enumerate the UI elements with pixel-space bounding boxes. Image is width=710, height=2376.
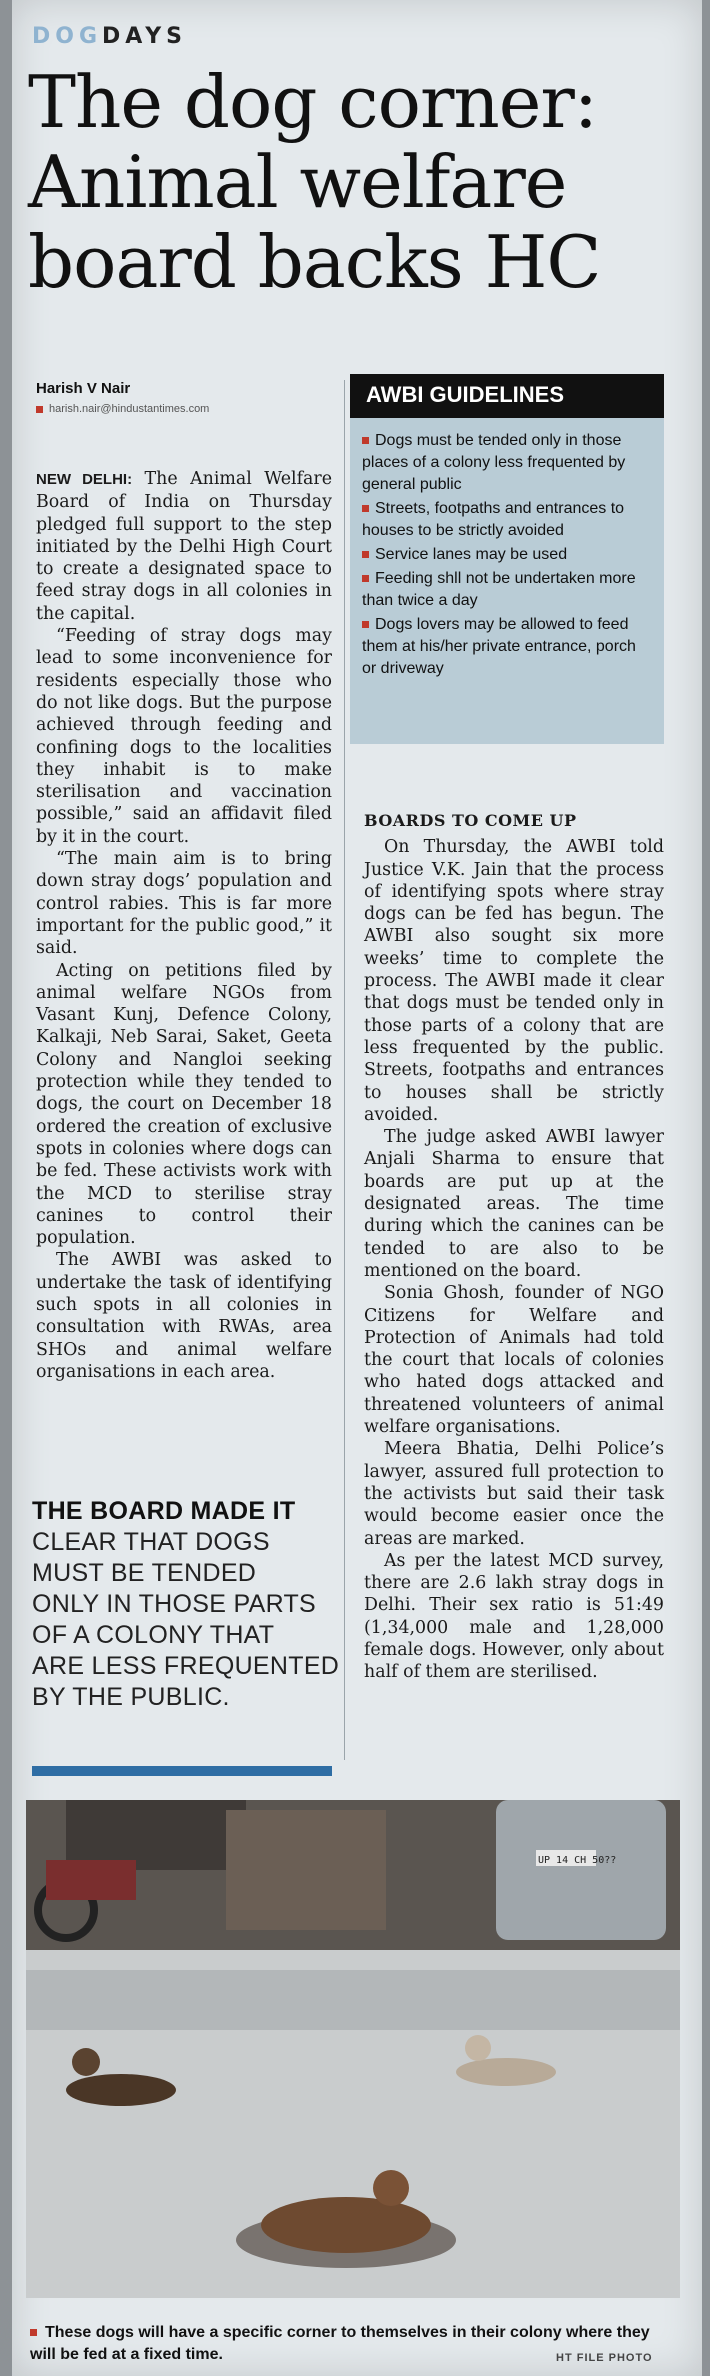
guidelines-list xyxy=(350,418,664,680)
article-paragraph: Meera Bhatia, Delhi Police’s lawyer, assured full protection to the activists but said their task would become easier once the areas are marked. xyxy=(364,1439,664,1549)
caption-text: These dogs will have a specific corner to themselves in their colony where they will be fed at a fixed time. xyxy=(30,2324,650,2363)
street-dogs-photo xyxy=(26,1800,680,2298)
guidelines-title: AWBI GUIDELINES xyxy=(350,374,664,418)
guideline-text: Feeding shll not be undertaken more than twice a day xyxy=(362,570,636,609)
guideline-text: Service lanes may be used xyxy=(375,546,568,563)
kicker-part-days: DAYS xyxy=(102,24,187,49)
bullet-icon xyxy=(30,2329,37,2336)
road-shadow xyxy=(26,1970,680,2030)
news-photo xyxy=(26,1800,680,2298)
subhead: BOARDS TO COME UP xyxy=(364,811,577,830)
pull-quote-line: MUST BE TENDED xyxy=(32,1559,257,1587)
guideline-item xyxy=(362,568,652,612)
guideline-item xyxy=(362,498,652,542)
pull-quote-line: OF A COLONY THAT xyxy=(32,1621,275,1649)
bullet-icon xyxy=(362,551,369,558)
article-paragraph: Acting on petitions filed by animal welfare NGOs from Vasant Kunj, Defence Colony, Kalkaji, Neb Sarai, Saket, Geeta Colony and Nangloi seeking protection while they tended to dogs, the court on December 18 ordered the creation of exclusive spots in colonies where dogs can be fed. These activists work with the MCD to sterilise stray canines to control their population. xyxy=(36,960,332,1249)
bullet-icon xyxy=(362,575,369,582)
headline: The dog corner: Animal welfare board backs HC xyxy=(28,60,601,304)
pull-quote xyxy=(32,1496,340,1713)
author-name: Harish V Nair xyxy=(36,380,131,397)
article-column-right xyxy=(364,810,664,1684)
article-paragraph xyxy=(36,468,332,625)
article-paragraph: On Thursday, the AWBI told Justice V.K. Jain that the process of identifying spots where stray dogs can be fed has begun. The AWBI also sought six more weeks’ time to complete the process. The AWBI made it clear that dogs must be tended only in those parts of a colony that are less frequented by the public. Streets, footpaths and entrances to houses shall be strictly avoided. xyxy=(364,837,664,1125)
bullet-icon xyxy=(36,406,43,413)
article-column-left xyxy=(36,468,332,1383)
pull-quote-line: ONLY IN THOSE PARTS xyxy=(32,1590,317,1618)
byline xyxy=(36,380,209,415)
section-kicker xyxy=(32,24,187,49)
guideline-item xyxy=(362,614,652,680)
dateline: NEW DELHI: xyxy=(36,471,133,488)
motorbike xyxy=(46,1860,136,1900)
guideline-text: Dogs lovers may be allowed to feed them at his/her private entrance, porch or driveway xyxy=(362,616,636,677)
bullet-icon xyxy=(362,505,369,512)
kicker-part-dog: DOG xyxy=(32,24,103,49)
article-paragraph: The judge asked AWBI lawyer Anjali Sharma to ensure that boards are put up at the designated areas. The time during which the canines can be tended to are also to be mentioned on the board. xyxy=(364,1127,664,1281)
pull-quote-line: CLEAR THAT DOGS xyxy=(32,1528,270,1556)
guideline-text: Dogs must be tended only in those places of a colony less frequented by general public xyxy=(362,432,626,493)
author-email: harish.nair@hindustantimes.com xyxy=(49,403,210,415)
paragraph-text: The Animal Welfare Board of India on Thursday pledged full support to the step initiated by the Delhi High Court to create a designated space to feed stray dogs in all colonies in the capital. xyxy=(36,469,332,624)
dog-left xyxy=(66,2074,176,2106)
parked-vehicle xyxy=(66,1800,246,1870)
guideline-text: Streets, footpaths and entrances to houses to be strictly avoided xyxy=(362,500,625,539)
pull-quote-underline xyxy=(32,1766,332,1776)
guidelines-box xyxy=(350,374,664,744)
photo-credit: HT FILE PHOTO xyxy=(556,2352,653,2364)
column-divider xyxy=(344,380,345,1760)
pull-quote-line: BY THE PUBLIC. xyxy=(32,1683,230,1711)
guideline-item xyxy=(362,430,652,496)
article-paragraph: As per the latest MCD survey, there are 2.6 lakh stray dogs in Delhi. Their sex ratio is 51:49 (1,34,000 male and 1,28,000 female dogs. However, only about half of them are sterilised. xyxy=(364,1550,664,1683)
dog-right xyxy=(456,2058,556,2086)
bullet-icon xyxy=(362,437,369,444)
article-paragraph: “The main aim is to bring down stray dogs’ population and control rabies. This is far more important for the public good,” it said. xyxy=(36,849,332,959)
pull-quote-line: ARE LESS FREQUENTED xyxy=(32,1652,340,1680)
license-plate-text: UP 14 CH 50?? xyxy=(538,1855,617,1866)
article-paragraph: Sonia Ghosh, founder of NGO Citizens for Welfare and Protection of Animals had told the court that locals of colonies who hated dogs attacked and threatened volunteers of animal welfare organisations. xyxy=(364,1283,664,1438)
cart xyxy=(226,1810,386,1930)
dog-left-head xyxy=(72,2048,100,2076)
dog-center-head xyxy=(373,2170,409,2206)
article-paragraph: The AWBI was asked to undertake the task of identifying such spots in all colonies in consultation with RWAs, area SHOs and animal welfare organisations in each area. xyxy=(36,1250,332,1382)
guideline-item xyxy=(362,544,652,566)
author-email-row xyxy=(36,403,209,415)
pull-quote-line: THE BOARD MADE IT xyxy=(32,1497,296,1525)
dog-center xyxy=(261,2197,431,2253)
bullet-icon xyxy=(362,621,369,628)
article-paragraph: “Feeding of stray dogs may lead to some inconvenience for residents especially those who do not like dogs. But the purpose achieved through feeding and confining dogs to the localities they inhabit is to make sterilisation and vaccination possible,” said an affidavit filed by it in the court. xyxy=(36,626,332,847)
dog-right-head xyxy=(465,2035,491,2061)
parked-car xyxy=(496,1800,666,1940)
